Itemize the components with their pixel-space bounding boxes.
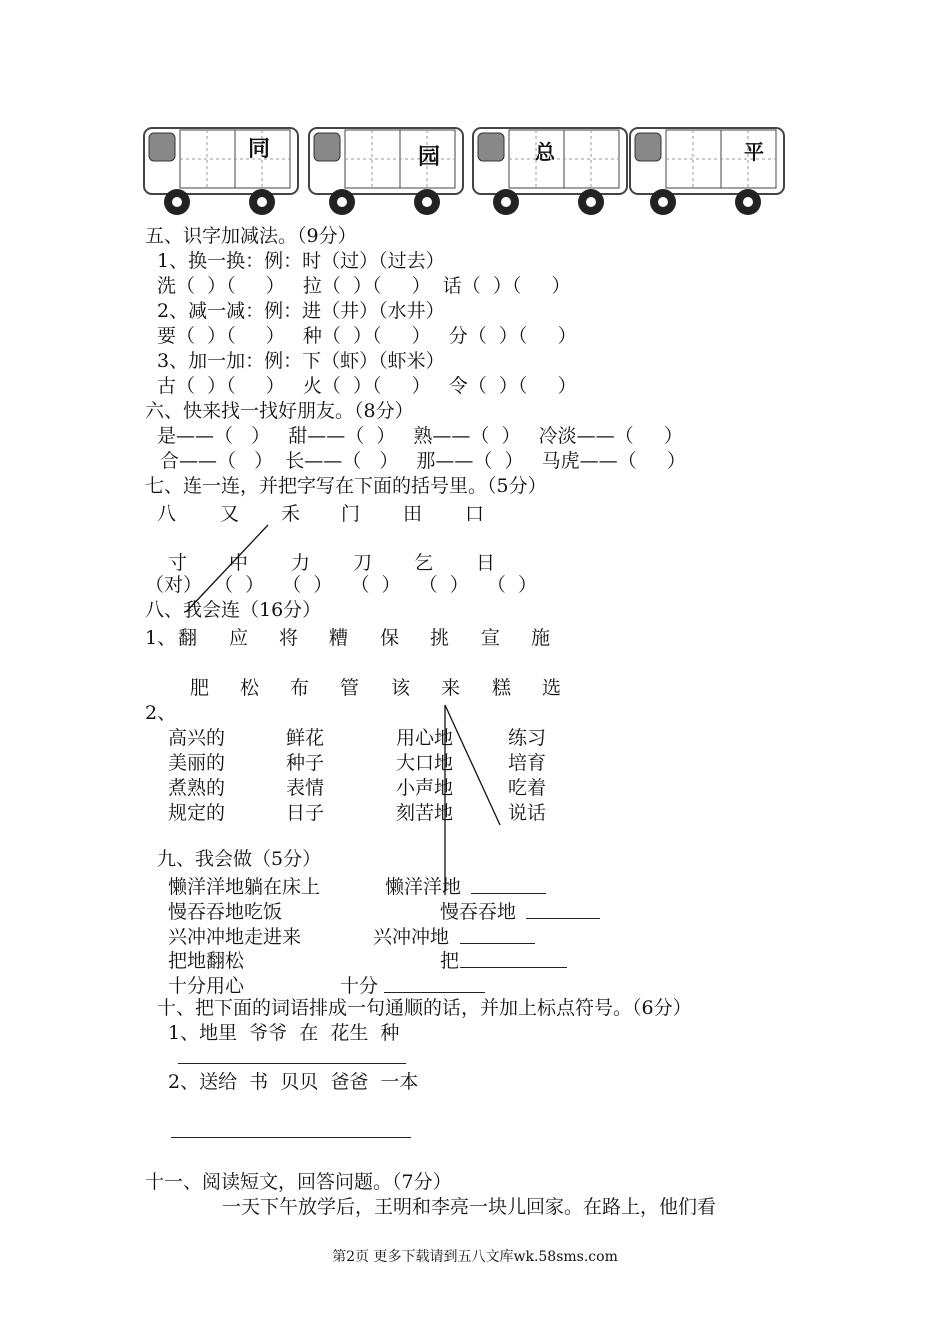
s6-line-2: 合——（ ） 长——（ ） 那——（ ） 马虎——（ ） bbox=[160, 450, 686, 472]
s9-example: 兴冲冲地走进来 bbox=[168, 926, 302, 948]
s11-paragraph: 一天下午放学后，王明和李亮一块儿回家。在路上，他们看 bbox=[222, 1196, 717, 1218]
s7-top-char: 又 bbox=[220, 503, 240, 525]
s9-answer-blank[interactable] bbox=[384, 992, 485, 993]
s8-col4-word: 培育 bbox=[508, 752, 547, 774]
s10-question-2: 2、送给 书 贝贝 爸爸 一本 bbox=[168, 1071, 419, 1093]
s7-answers: （对） （ ） （ ） （ ） （ ） （ ） bbox=[145, 574, 537, 596]
s6-line-1: 是——（ ） 甜——（ ） 熟——（ ） 冷淡——（ ） bbox=[157, 425, 683, 447]
s9-answer-blank[interactable] bbox=[526, 918, 600, 919]
s7-bottom-char: 刀 bbox=[353, 552, 373, 574]
s8-bottom-char: 该 bbox=[391, 677, 411, 699]
s9-prompt: 懒洋洋地 bbox=[385, 876, 462, 898]
s9-prompt: 兴冲冲地 bbox=[373, 926, 450, 948]
s7-top-char: 田 bbox=[403, 503, 423, 525]
s8-item-number: 1、 bbox=[145, 627, 177, 649]
s7-bottom-char: 乞 bbox=[414, 552, 434, 574]
s5-line-2: 洗（ ）（ ） 拉（ ）（ ） 话（ ）（ ） bbox=[157, 275, 571, 297]
s9-prompt: 慢吞吞地 bbox=[440, 901, 517, 923]
section-8-title: 八、我会连（16分） bbox=[145, 599, 322, 621]
s9-example: 把地翻松 bbox=[168, 950, 245, 972]
bus-character: 总 bbox=[535, 140, 555, 164]
s5-line-1: 1、换一换：例：时（过）（过去） bbox=[157, 250, 445, 272]
s8-item-number: 2、 bbox=[145, 702, 177, 724]
s8-top-char: 施 bbox=[531, 627, 551, 649]
s5-line-6: 古（ ）（ ） 火（ ）（ ） 令（ ）（ ） bbox=[157, 375, 577, 397]
s8-col4-word: 吃着 bbox=[508, 777, 547, 799]
bus-character: 同 bbox=[248, 137, 271, 162]
s8-bottom-char: 糕 bbox=[492, 677, 512, 699]
page-footer: 第2页 更多下载请到五八文库wk.58sms.com bbox=[332, 1249, 618, 1265]
s8-col1-word: 规定的 bbox=[168, 802, 226, 824]
s8-top-char: 挑 bbox=[430, 627, 450, 649]
s9-answer-blank[interactable] bbox=[460, 967, 567, 968]
s10-answer-blank[interactable] bbox=[171, 1137, 411, 1138]
s7-bottom-char: 寸 bbox=[168, 552, 188, 574]
section-7-title: 七、连一连，并把字写在下面的括号里。（5分） bbox=[145, 475, 547, 497]
s8-bottom-char: 来 bbox=[441, 677, 461, 699]
s8-col3-word: 小声地 bbox=[396, 777, 454, 799]
s8-col4-word: 说话 bbox=[508, 802, 547, 824]
s8-col3-word: 大口地 bbox=[396, 752, 454, 774]
s7-top-char: 口 bbox=[465, 503, 485, 525]
section-5-title: 五、识字加减法。（9分） bbox=[145, 225, 357, 247]
s7-top-char: 禾 bbox=[281, 503, 301, 525]
s9-prompt: 把 bbox=[440, 950, 460, 972]
s8-bottom-char: 肥 bbox=[190, 677, 210, 699]
s8-col2-word: 日子 bbox=[286, 802, 325, 824]
s8-bottom-char: 布 bbox=[290, 677, 310, 699]
s8-col1-word: 高兴的 bbox=[168, 727, 226, 749]
s8-top-char: 糟 bbox=[329, 627, 349, 649]
s9-answer-blank[interactable] bbox=[471, 893, 546, 894]
s9-example: 慢吞吞地吃饭 bbox=[168, 901, 283, 923]
s9-answer-blank[interactable] bbox=[460, 943, 535, 944]
section-11-title: 十一、阅读短文，回答问题。（7分） bbox=[145, 1171, 452, 1193]
s8-col2-word: 表情 bbox=[286, 777, 325, 799]
s7-top-char: 门 bbox=[341, 503, 361, 525]
s7-bottom-char: 中 bbox=[229, 552, 249, 574]
s9-prompt: 十分 bbox=[340, 975, 379, 997]
s7-top-char: 八 bbox=[157, 503, 177, 525]
s9-example: 懒洋洋地躺在床上 bbox=[168, 876, 321, 898]
s8-bottom-char: 松 bbox=[240, 677, 260, 699]
s8-col1-word: 美丽的 bbox=[168, 752, 226, 774]
s10-answer-blank[interactable] bbox=[178, 1063, 406, 1064]
s5-line-5: 3、加一加：例：下（虾）（虾米） bbox=[157, 350, 445, 372]
s9-example: 十分用心 bbox=[168, 975, 245, 997]
s10-question-1: 1、地里 爷爷 在 花生 种 bbox=[168, 1022, 400, 1044]
s5-line-3: 2、减一减：例：进（井）（水井） bbox=[157, 300, 445, 322]
s8-col2-word: 种子 bbox=[286, 752, 325, 774]
s5-line-4: 要（ ）（ ） 种（ ）（ ） 分（ ）（ ） bbox=[157, 325, 577, 347]
s8-top-char: 宣 bbox=[481, 627, 501, 649]
section-6-title: 六、快来找一找好朋友。（8分） bbox=[145, 400, 414, 422]
s8-top-char: 保 bbox=[380, 627, 400, 649]
s7-bottom-char: 日 bbox=[476, 552, 496, 574]
section-10-title: 十、把下面的词语排成一句通顺的话，并加上标点符号。（6分） bbox=[157, 997, 692, 1019]
s8-top-char: 翻 bbox=[178, 627, 198, 649]
s8-col2-word: 鲜花 bbox=[286, 727, 325, 749]
s8-col3-word: 刻苦地 bbox=[396, 802, 454, 824]
s8-col1-word: 煮熟的 bbox=[168, 777, 226, 799]
s8-bottom-char: 管 bbox=[340, 677, 360, 699]
section-9-title: 九、我会做（5分） bbox=[157, 848, 322, 870]
s8-top-char: 应 bbox=[229, 627, 249, 649]
bus-character: 平 bbox=[744, 140, 764, 164]
s7-bottom-char: 力 bbox=[291, 552, 311, 574]
s8-col4-word: 练习 bbox=[508, 727, 547, 749]
bus-character: 园 bbox=[418, 145, 441, 170]
s8-bottom-char: 选 bbox=[542, 677, 562, 699]
s8-top-char: 将 bbox=[279, 627, 299, 649]
s8-col3-word: 用心地 bbox=[396, 727, 454, 749]
